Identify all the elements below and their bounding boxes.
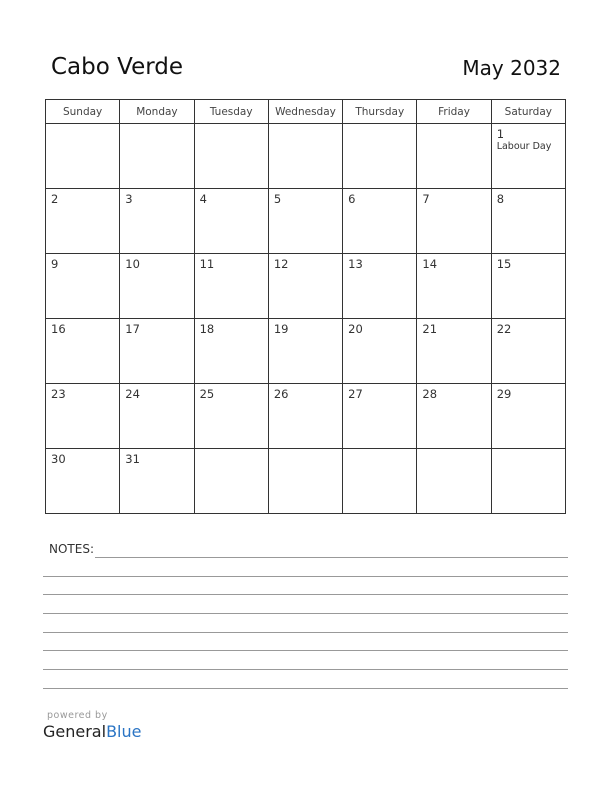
- day-cell: [268, 124, 342, 189]
- day-cell: [343, 124, 417, 189]
- week-row: [46, 449, 566, 514]
- day-number: 5: [273, 192, 282, 206]
- weekday-header: Tuesday: [194, 100, 268, 124]
- holiday-label: Labour Day: [496, 141, 552, 152]
- day-number: 4: [199, 192, 207, 206]
- week-row: [46, 189, 566, 254]
- brand-name-general: General: [43, 722, 107, 741]
- day-number: 17: [125, 322, 140, 336]
- day-cell: [194, 319, 268, 384]
- notes-line: [43, 650, 568, 651]
- notes-line: [43, 576, 568, 577]
- day-number: 12: [273, 257, 289, 271]
- day-number: 1: [496, 127, 505, 141]
- day-number: 13: [348, 257, 363, 271]
- country-title: Cabo Verde: [51, 54, 184, 80]
- day-cell: [120, 449, 194, 514]
- day-cell: [417, 254, 491, 319]
- day-number: 6: [348, 192, 356, 206]
- weekday-header: Sunday: [46, 100, 120, 124]
- day-cell: [194, 124, 268, 189]
- brand-name-blue: Blue: [106, 722, 142, 741]
- day-cell: [46, 254, 120, 319]
- day-cell: [417, 124, 491, 189]
- day-cell: [120, 124, 194, 189]
- day-cell: [46, 124, 120, 189]
- day-number: 29: [496, 387, 512, 401]
- day-cell: [46, 189, 120, 254]
- day-cell: [491, 254, 565, 319]
- day-cell: [343, 449, 417, 514]
- day-number: 10: [125, 257, 140, 271]
- day-cell: [268, 449, 342, 514]
- day-cell: [268, 319, 342, 384]
- calendar-grid: [45, 99, 566, 514]
- day-cell: [194, 384, 268, 449]
- brand-logo: [43, 722, 141, 741]
- notes-line: [43, 594, 568, 595]
- weekday-header: Friday: [417, 100, 491, 124]
- day-cell: [46, 319, 120, 384]
- day-cell: [120, 384, 194, 449]
- day-number: 21: [422, 322, 438, 336]
- day-cell: [417, 189, 491, 254]
- day-cell: [268, 189, 342, 254]
- day-number: 24: [125, 387, 140, 401]
- day-number: 30: [51, 452, 66, 466]
- day-cell: [120, 189, 194, 254]
- day-number: 15: [496, 257, 512, 271]
- day-number: 18: [199, 322, 215, 336]
- day-number: 16: [51, 322, 66, 336]
- day-cell: [120, 254, 194, 319]
- day-cell: [194, 189, 268, 254]
- week-row: [46, 254, 566, 319]
- day-number: 14: [422, 257, 438, 271]
- day-cell: [46, 449, 120, 514]
- day-cell: [343, 319, 417, 384]
- day-cell: [491, 449, 565, 514]
- day-cell: [194, 449, 268, 514]
- day-number: 11: [199, 257, 215, 271]
- powered-by-text: powered by: [47, 710, 108, 721]
- notes-line: [43, 613, 568, 614]
- weekday-header: Saturday: [491, 100, 565, 124]
- day-number: 3: [125, 192, 133, 206]
- day-number: 19: [273, 322, 289, 336]
- day-cell: [417, 449, 491, 514]
- day-cell: [343, 384, 417, 449]
- day-cell: [120, 319, 194, 384]
- day-number: 2: [51, 192, 59, 206]
- notes-line: [43, 669, 568, 670]
- day-cell: [491, 319, 565, 384]
- day-cell: [343, 254, 417, 319]
- day-cell: [491, 384, 565, 449]
- weekday-header: Wednesday: [268, 100, 342, 124]
- day-cell: [417, 384, 491, 449]
- notes-line: [43, 632, 568, 633]
- notes-line: [43, 688, 568, 689]
- notes-label: NOTES:: [49, 542, 94, 556]
- day-cell: [268, 384, 342, 449]
- weekday-header: Thursday: [343, 100, 417, 124]
- day-number: 25: [199, 387, 215, 401]
- day-number: 7: [422, 192, 430, 206]
- day-cell: [491, 189, 565, 254]
- weekday-header: Monday: [120, 100, 194, 124]
- day-cell: [194, 254, 268, 319]
- day-number: 9: [51, 257, 59, 271]
- month-year-title: May 2032: [462, 56, 561, 80]
- day-number: 31: [125, 452, 140, 466]
- day-number: 23: [51, 387, 66, 401]
- day-cell: [46, 384, 120, 449]
- day-number: 28: [422, 387, 438, 401]
- weekday-header-row: [46, 100, 566, 124]
- day-cell: [268, 254, 342, 319]
- day-cell: [417, 319, 491, 384]
- week-row: [46, 384, 566, 449]
- day-number: 27: [348, 387, 363, 401]
- day-number: 8: [496, 192, 505, 206]
- week-row: [46, 319, 566, 384]
- notes-line: [95, 557, 568, 558]
- day-number: 22: [496, 322, 512, 336]
- day-number: 26: [273, 387, 289, 401]
- day-cell: [343, 189, 417, 254]
- day-number: 20: [348, 322, 363, 336]
- day-cell: [491, 124, 565, 189]
- week-row: [46, 124, 566, 189]
